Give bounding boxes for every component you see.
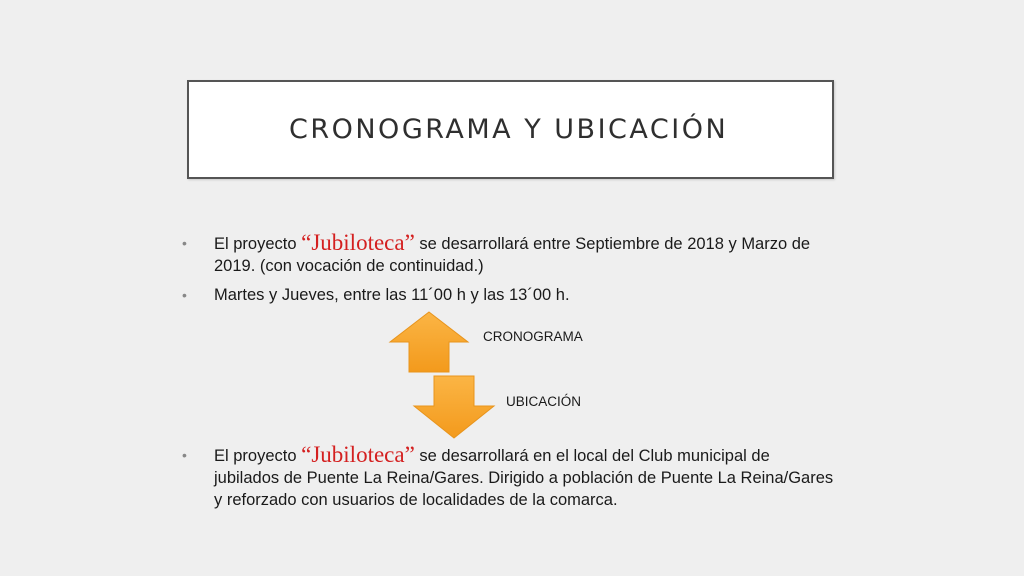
bullet-item-location — [182, 442, 836, 516]
cronograma-label: CRONOGRAMA — [483, 329, 583, 344]
ubicacion-label: UBICACIÓN — [506, 394, 582, 409]
bullet-prefix: El proyecto — [214, 235, 302, 253]
project-name-highlight: “Jubiloteca” — [301, 230, 415, 255]
bullet-dot-icon: • — [182, 235, 187, 251]
bullet-item-schedule — [182, 230, 836, 282]
bullet-prefix: El proyecto — [214, 447, 302, 465]
bullet-text — [214, 444, 834, 511]
down-arrow-icon — [414, 376, 494, 438]
project-name-highlight: “Jubiloteca” — [301, 442, 415, 467]
bullet-text — [214, 232, 834, 277]
bullet-suffix: se desarrollará entre Septiembre de 2018 y Marzo de 2019. (con vocación de continuidad.) — [214, 235, 811, 275]
up-arrow-icon — [390, 312, 468, 372]
bullet-suffix: se desarrollará en el local del Club municipal de jubilados de Puente La Reina/Gares. Dirigido a población de Puente La Reina/Gares y reforzado con usuarios de localidades de la comarca. — [214, 447, 834, 509]
title-box — [187, 80, 834, 179]
bullet-text: Martes y Jueves, entre las 11´00 h y las 13´00 h. — [214, 286, 570, 304]
slide-title: CRONOGRAMA Y UBICACIÓN — [289, 114, 729, 145]
bullet-item-days — [182, 284, 836, 308]
bullet-dot-icon: • — [182, 287, 187, 303]
bullet-dot-icon: • — [182, 447, 187, 463]
